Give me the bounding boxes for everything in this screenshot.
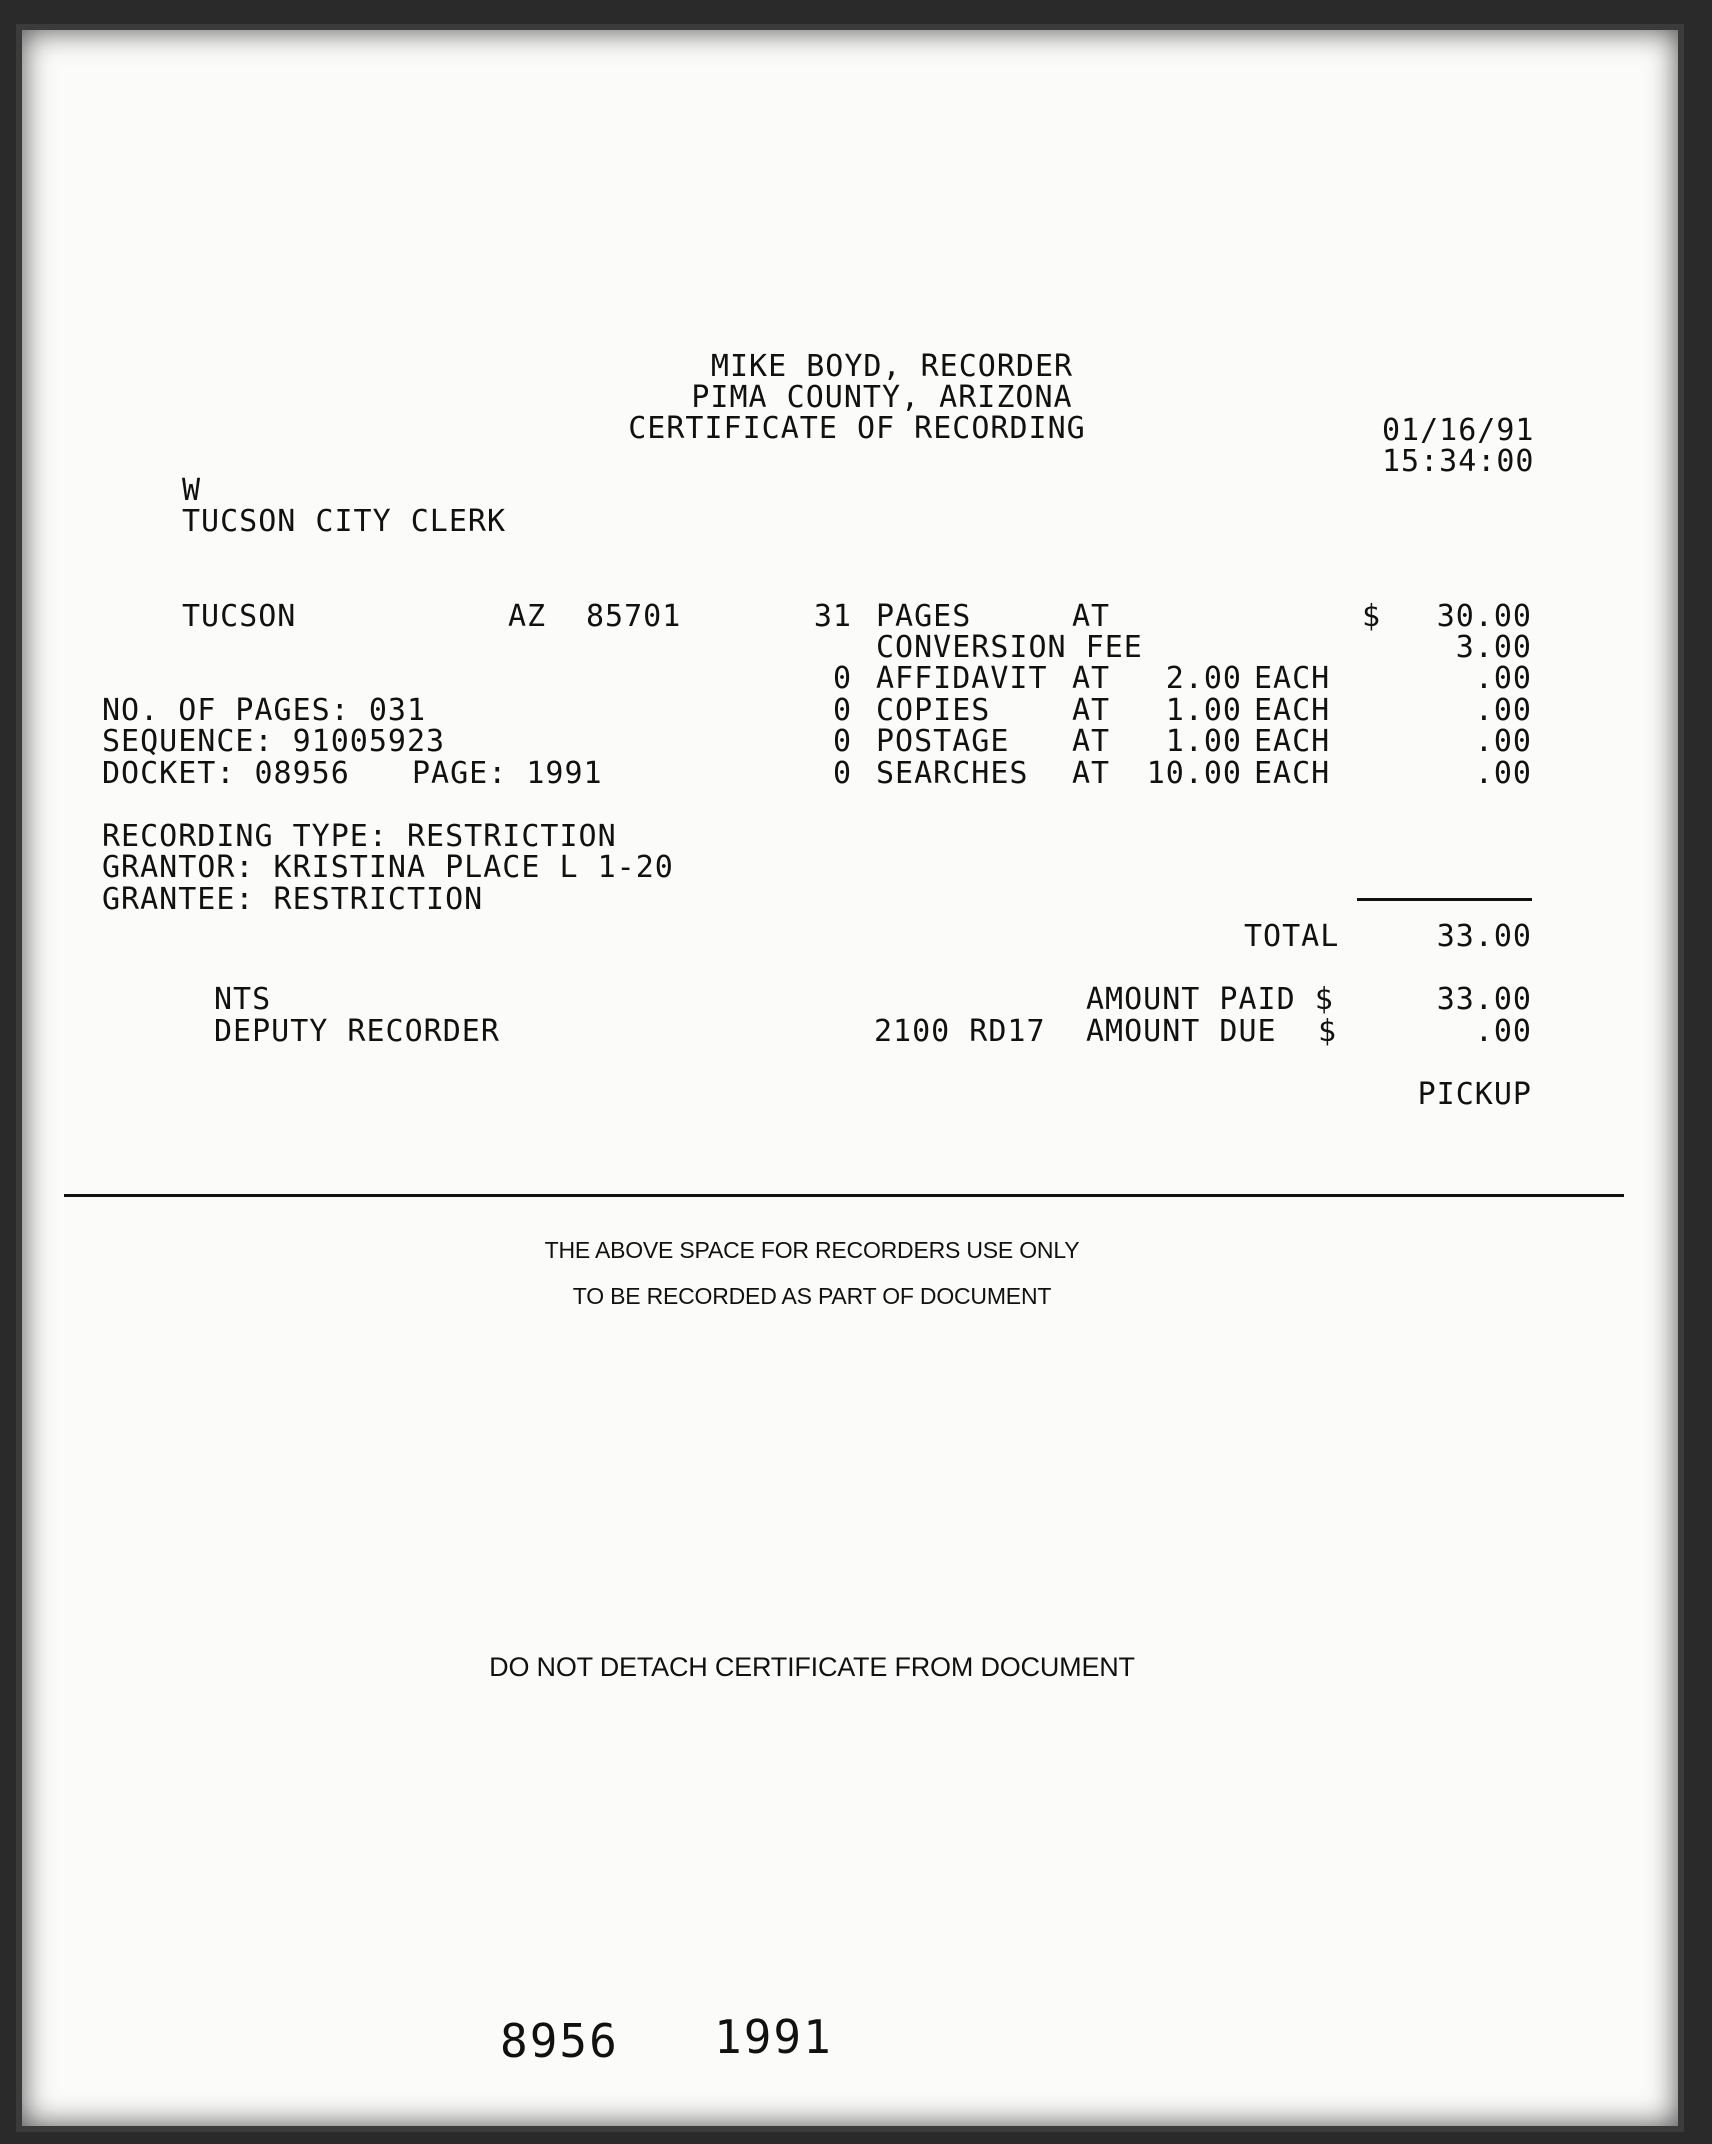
number-of-pages: NO. OF PAGES: 031 <box>102 693 427 728</box>
handwritten-docket: 8956 <box>500 2014 619 2068</box>
fee-amount: 3.00 <box>1455 630 1532 665</box>
sequence-number: SEQUENCE: 91005923 <box>102 724 446 759</box>
recipient-name: TUCSON CITY CLERK <box>182 504 507 539</box>
recorder-section-divider <box>64 1194 1624 1197</box>
recording-date: 01/16/91 <box>1382 413 1535 448</box>
fee-at: AT <box>1072 756 1111 791</box>
handwritten-page: 1991 <box>714 2010 833 2064</box>
certificate-sheet <box>22 30 1678 2126</box>
grantor: GRANTOR: KRISTINA PLACE L 1-20 <box>102 850 674 885</box>
recorders-use-note: THE ABOVE SPACE FOR RECORDERS USE ONLY <box>544 1237 1080 1263</box>
fee-each: EACH <box>1254 724 1331 759</box>
do-not-detach-note: DO NOT DETACH CERTIFICATE FROM DOCUMENT <box>489 1652 1135 1682</box>
fee-item: PAGES <box>876 599 972 634</box>
fee-qty: 0 <box>832 756 852 791</box>
deputy-initials: NTS <box>214 982 272 1017</box>
page-number: PAGE: 1991 <box>412 756 603 791</box>
fee-amount: .00 <box>1474 756 1532 791</box>
fee-each: EACH <box>1254 661 1331 696</box>
fee-dollar-sign: $ <box>1362 599 1382 634</box>
recorded-part-note: TO BE RECORDED AS PART OF DOCUMENT <box>572 1283 1052 1309</box>
docket-number: DOCKET: 08956 <box>102 756 350 791</box>
amount-due: .00 <box>1474 1014 1532 1049</box>
county-state: PIMA COUNTY, ARIZONA <box>691 380 1073 415</box>
fee-qty: 0 <box>832 661 852 696</box>
fee-at: AT <box>1072 661 1111 696</box>
station-code: 2100 RD17 <box>874 1014 1046 1049</box>
amount-paid-label: AMOUNT PAID $ <box>1086 982 1334 1017</box>
fee-rate: 10.00 <box>1146 756 1242 791</box>
fee-item: AFFIDAVIT <box>876 661 1048 696</box>
fee-amount: .00 <box>1474 724 1532 759</box>
fee-at: AT <box>1072 693 1111 728</box>
total-amount: 33.00 <box>1436 919 1532 954</box>
recorder-name: MIKE BOYD, RECORDER <box>710 349 1074 384</box>
recording-type: RECORDING TYPE: RESTRICTION <box>102 819 617 854</box>
fee-amount: .00 <box>1474 693 1532 728</box>
fee-each: EACH <box>1254 693 1331 728</box>
fee-qty: 0 <box>832 724 852 759</box>
recipient-zip: 85701 <box>586 599 682 634</box>
fee-rate: 1.00 <box>1165 724 1242 759</box>
grantee: GRANTEE: RESTRICTION <box>102 882 484 917</box>
fee-qty: 31 <box>813 599 852 634</box>
pickup-label: PICKUP <box>1417 1077 1532 1112</box>
recording-time: 15:34:00 <box>1382 444 1535 479</box>
fee-item: SEARCHES <box>876 756 1029 791</box>
recipient-state: AZ <box>508 599 547 634</box>
fee-amount: 30.00 <box>1436 599 1532 634</box>
fee-rate: 2.00 <box>1165 661 1242 696</box>
total-underline <box>1357 898 1532 901</box>
document-title: CERTIFICATE OF RECORDING <box>628 411 1086 446</box>
fee-amount: .00 <box>1474 661 1532 696</box>
fee-each: EACH <box>1254 756 1331 791</box>
fee-at: AT <box>1072 599 1111 634</box>
fee-at: AT <box>1072 724 1111 759</box>
fee-item: CONVERSION FEE <box>876 630 1143 665</box>
fee-rate: 1.00 <box>1165 693 1242 728</box>
fee-item: POSTAGE <box>876 724 1010 759</box>
amount-paid: 33.00 <box>1436 982 1532 1017</box>
amount-due-label: AMOUNT DUE <box>1086 1014 1277 1049</box>
fee-item: COPIES <box>876 693 991 728</box>
fee-qty: 0 <box>832 693 852 728</box>
recipient-city: TUCSON <box>182 599 297 634</box>
amount-due-dollar-sign: $ <box>1318 1014 1338 1049</box>
total-label: TOTAL <box>1244 919 1340 954</box>
recipient-code: W <box>182 473 202 508</box>
deputy-title: DEPUTY RECORDER <box>214 1014 500 1049</box>
